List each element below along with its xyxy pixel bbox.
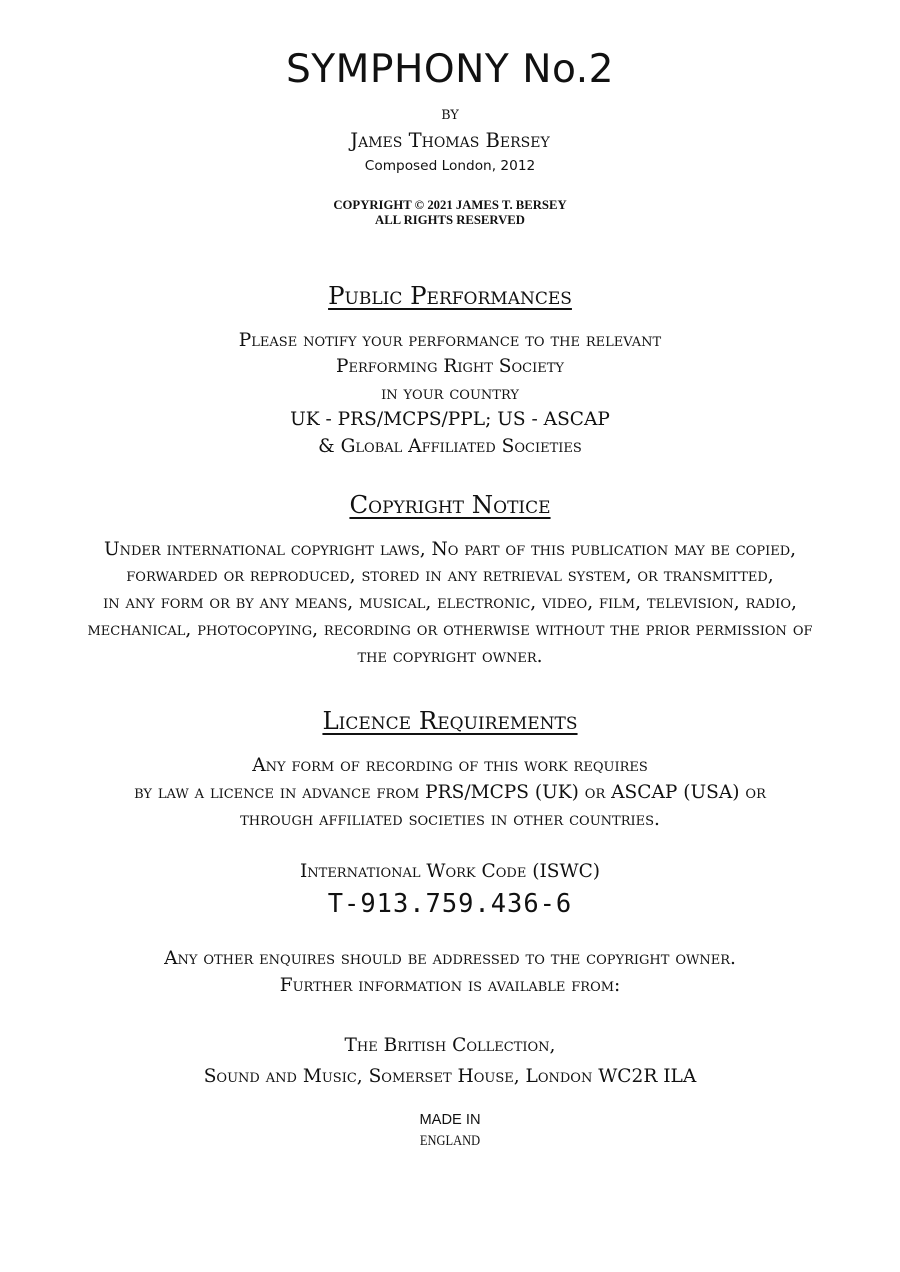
copyright-notice-heading: Copyright Notice — [349, 490, 551, 519]
by-label: BY — [441, 107, 459, 122]
composer-name: James Thomas Bersey — [350, 129, 550, 152]
country-label: ENGLAND — [419, 1133, 481, 1149]
performance-line: Please notify your performance to the relevant — [238, 330, 662, 351]
iswc-code: T-913.759.436-6 — [327, 888, 573, 918]
copyright-notice-line: Under international copyright laws, No part of this publication may be copied, — [103, 539, 797, 560]
enquiries-line: Further information is available from: — [279, 975, 621, 996]
public-performances-heading: Public Performances — [328, 281, 572, 310]
copyright-notice-line: the copyright owner. — [357, 646, 543, 667]
performance-line: & Global Affiliated Societies — [318, 436, 582, 457]
composed-info: Composed London, 2012 — [364, 158, 536, 174]
iswc-label: International Work Code (ISWC) — [299, 861, 601, 882]
copyright-notice-line: mechanical, photocopying, recording or otherwise without the prior permission of — [87, 619, 813, 640]
copyright-notice-line: in any form or by any means, musical, electronic, video, film, television, radio, — [103, 592, 797, 613]
address-line: The British Collection, — [344, 1035, 556, 1056]
performance-line: UK - PRS/MCPS/PPL; US - ASCAP — [290, 409, 610, 430]
licence-line: by law a licence in advance from PRS/MCPS (UK) or ASCAP (USA) or — [134, 782, 766, 803]
page-title: SYMPHONY No.2 — [285, 47, 615, 92]
licence-line: through affiliated societies in other countries. — [240, 809, 660, 830]
address-line: Sound and Music, Somerset House, London WC2R ILA — [203, 1066, 697, 1087]
made-in-label: MADE IN — [419, 1112, 481, 1128]
rights-reserved-line: ALL RIGHTS RESERVED — [375, 213, 525, 227]
copyright-line: COPYRIGHT © 2021 JAMES T. BERSEY — [333, 198, 567, 212]
licence-requirements-heading: Licence Requirements — [322, 706, 578, 735]
enquiries-line: Any other enquires should be addressed to the copyright owner. — [164, 948, 736, 969]
licence-line: Any form of recording of this work requires — [252, 755, 648, 776]
performance-line: in your country — [381, 383, 519, 404]
performance-line: Performing Right Society — [336, 356, 564, 377]
copyright-notice-line: forwarded or reproduced, stored in any retrieval system, or transmitted, — [126, 565, 774, 586]
